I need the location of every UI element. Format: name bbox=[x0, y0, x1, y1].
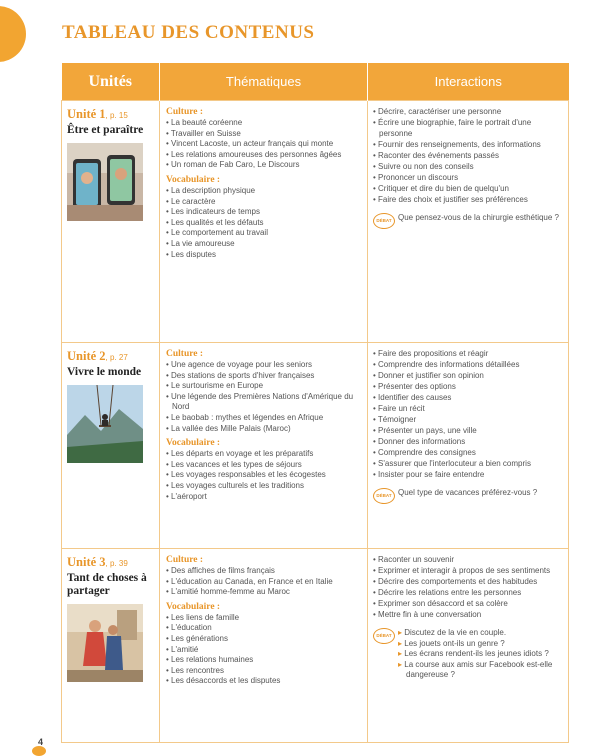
unit-page-ref: , p. 27 bbox=[105, 353, 128, 362]
interaction-item: • Décrire des comportements et des habitudes bbox=[373, 576, 564, 587]
debate-question: Quel type de vacances préférez-vous ? bbox=[398, 488, 538, 497]
interaction-item: • Critiquer et dire du bien de quelqu'un bbox=[373, 183, 564, 194]
interaction-item: • Témoigner bbox=[373, 414, 564, 425]
debate-block bbox=[373, 488, 564, 504]
vocabulary-item: • Les voyages culturels et les traditions bbox=[166, 481, 363, 492]
themes-cell bbox=[160, 101, 368, 343]
vocabulary-item: • Le caractère bbox=[166, 197, 363, 208]
interaction-item: • Donner et justifier son opinion bbox=[373, 370, 564, 381]
vocabulary-item: • La description physique bbox=[166, 186, 363, 197]
interaction-item: • Faire un récit bbox=[373, 403, 564, 414]
themes-cell bbox=[160, 343, 368, 549]
vocabulary-heading: Vocabulaire : bbox=[166, 601, 221, 612]
interaction-item: • Comprendre des informations détaillées bbox=[373, 359, 564, 370]
contents-table bbox=[61, 63, 569, 743]
unit-label: Unité 3 bbox=[67, 555, 106, 569]
unit-page-ref: , p. 39 bbox=[105, 559, 128, 568]
interaction-item: • Présenter un pays, une ville bbox=[373, 425, 564, 436]
vocabulary-list bbox=[166, 449, 363, 502]
debate-question: ▸ La course aux amis sur Facebook est-elle dangereuse ? bbox=[398, 660, 564, 681]
culture-list bbox=[166, 360, 363, 434]
culture-item: • Des affiches de films français bbox=[166, 566, 363, 577]
culture-heading: Culture : bbox=[166, 555, 204, 565]
page-number: 4 bbox=[38, 737, 44, 747]
culture-item: • L'amitié homme-femme au Maroc bbox=[166, 587, 363, 598]
debate-question: Que pensez-vous de la chirurgie esthétique ? bbox=[398, 213, 559, 222]
themes-cell bbox=[160, 549, 368, 743]
interactions-list bbox=[373, 348, 564, 480]
unit-row bbox=[62, 343, 569, 549]
debate-question: ▸ Les écrans rendent-ils les jeunes idiots ? bbox=[398, 649, 564, 660]
vocabulary-item: • Les départs en voyage et les préparatifs bbox=[166, 449, 363, 460]
unit-heading[interactable] bbox=[67, 555, 154, 571]
vocabulary-heading: Vocabulaire : bbox=[166, 438, 221, 449]
interaction-item: • Insister pour se faire entendre bbox=[373, 469, 564, 480]
vocabulary-list bbox=[166, 186, 363, 260]
vocabulary-item: • La vie amoureuse bbox=[166, 239, 363, 250]
culture-item: • Le surtourisme en Europe bbox=[166, 381, 363, 392]
vocabulary-item: • L'aéroport bbox=[166, 492, 363, 503]
interaction-item: • Décrire les relations entre les personnes bbox=[373, 587, 564, 598]
interactions-cell bbox=[368, 101, 569, 343]
unit-row bbox=[62, 101, 569, 343]
interaction-item: • Faire des propositions et réagir bbox=[373, 348, 564, 359]
interaction-item: • Raconter des événements passés bbox=[373, 150, 564, 161]
table-header-row bbox=[62, 63, 569, 101]
interaction-item: • Prononcer un discours bbox=[373, 172, 564, 183]
interaction-item: • Raconter un souvenir bbox=[373, 554, 564, 565]
interactions-cell bbox=[368, 343, 569, 549]
vocabulary-item: • Les rencontres bbox=[166, 666, 363, 677]
interaction-item: • Exprimer et interagir à propos de ses sentiments bbox=[373, 565, 564, 576]
vocabulary-item: • Les vacances et les types de séjours bbox=[166, 460, 363, 471]
header-themes: Thématiques bbox=[160, 63, 368, 101]
vocabulary-item: • Les désaccords et les disputes bbox=[166, 676, 363, 687]
vocabulary-item: • Les relations humaines bbox=[166, 655, 363, 666]
culture-item: • La beauté coréenne bbox=[166, 118, 363, 129]
vocabulary-item: • Les voyages responsables et les écogestes bbox=[166, 470, 363, 481]
interaction-item: • Identifier des causes bbox=[373, 392, 564, 403]
culture-item: • Les relations amoureuses des personnes âgées bbox=[166, 150, 363, 161]
chapter-tab-decoration bbox=[0, 6, 26, 62]
couple-phone-photo bbox=[67, 143, 143, 221]
interaction-item: • S'assurer que l'interlocuteur a bien compris bbox=[373, 458, 564, 469]
culture-heading: Culture : bbox=[166, 349, 204, 359]
vocabulary-item: • Les générations bbox=[166, 634, 363, 645]
unit-heading[interactable] bbox=[67, 107, 154, 123]
interactions-cell bbox=[368, 549, 569, 743]
culture-item: • Le baobab : mythes et légendes en Afrique bbox=[166, 413, 363, 424]
unit-title: Vivre le monde bbox=[67, 366, 142, 378]
swing-mountain-photo bbox=[67, 385, 143, 463]
interactions-list bbox=[373, 106, 564, 205]
vocabulary-item: • Les liens de famille bbox=[166, 613, 363, 624]
interaction-item: • Mettre fin à une conversation bbox=[373, 609, 564, 620]
vocabulary-item: • L'éducation bbox=[166, 623, 363, 634]
interaction-item: • Comprendre des consignes bbox=[373, 447, 564, 458]
vocabulary-list bbox=[166, 613, 363, 687]
culture-item: • Travailler en Suisse bbox=[166, 129, 363, 140]
header-interactions: Interactions bbox=[368, 63, 569, 101]
culture-heading: Culture : bbox=[166, 107, 204, 117]
unit-heading[interactable] bbox=[67, 349, 154, 365]
page-title: TABLEAU DES CONTENUS bbox=[62, 22, 315, 43]
debate-block bbox=[373, 628, 564, 681]
debate-questions bbox=[398, 628, 564, 681]
vocabulary-item: • L'amitié bbox=[166, 645, 363, 656]
vocabulary-item: • Les indicateurs de temps bbox=[166, 207, 363, 218]
unit-cell bbox=[62, 343, 160, 549]
interaction-item: • Présenter des options bbox=[373, 381, 564, 392]
debate-block bbox=[373, 213, 564, 229]
interaction-item: • Écrire une biographie, faire le portrait d'une personne bbox=[373, 117, 564, 139]
culture-item: • Un roman de Fab Caro, Le Discours bbox=[166, 160, 363, 171]
vocabulary-item: • Les disputes bbox=[166, 250, 363, 261]
debate-question: ▸ Discutez de la vie en couple. bbox=[398, 628, 564, 639]
unit-label: Unité 2 bbox=[67, 349, 106, 363]
unit-cell bbox=[62, 549, 160, 743]
unit-cell bbox=[62, 101, 160, 343]
unit-page-ref: , p. 15 bbox=[105, 111, 128, 120]
culture-list bbox=[166, 566, 363, 598]
interaction-item: • Suivre ou non des conseils bbox=[373, 161, 564, 172]
debate-badge-icon: DÉBAT bbox=[373, 213, 395, 229]
page-number-decoration bbox=[32, 746, 46, 756]
debate-badge-icon: DÉBAT bbox=[373, 628, 395, 644]
vocabulary-item: • Les qualités et les défauts bbox=[166, 218, 363, 229]
interaction-item: • Fournir des renseignements, des informations bbox=[373, 139, 564, 150]
interaction-item: • Donner des informations bbox=[373, 436, 564, 447]
unit-title: Être et paraître bbox=[67, 124, 144, 136]
header-units: Unités bbox=[62, 63, 160, 101]
unit-row bbox=[62, 549, 569, 743]
vocabulary-item: • Le comportement au travail bbox=[166, 228, 363, 239]
unit-label: Unité 1 bbox=[67, 107, 106, 121]
unit-title: Tant de choses à partager bbox=[67, 572, 147, 597]
debate-badge-icon: DÉBAT bbox=[373, 488, 395, 504]
vocabulary-heading: Vocabulaire : bbox=[166, 174, 221, 185]
interaction-item: • Exprimer son désaccord et sa colère bbox=[373, 598, 564, 609]
culture-item: • Une légende des Premières Nations d'Amérique du Nord bbox=[166, 392, 363, 413]
culture-item: • L'éducation au Canada, en France et en Italie bbox=[166, 577, 363, 588]
culture-list bbox=[166, 118, 363, 171]
culture-item: • Vincent Lacoste, un acteur français qui monte bbox=[166, 139, 363, 150]
interactions-list bbox=[373, 554, 564, 620]
culture-item: • Une agence de voyage pour les seniors bbox=[166, 360, 363, 371]
culture-item: • Des stations de sports d'hiver françaises bbox=[166, 371, 363, 382]
interaction-item: • Faire des choix et justifier ses préférences bbox=[373, 194, 564, 205]
couple-street-photo bbox=[67, 604, 143, 682]
culture-item: • La vallée des Mille Palais (Maroc) bbox=[166, 424, 363, 435]
interaction-item: • Décrire, caractériser une personne bbox=[373, 106, 564, 117]
debate-question: ▸ Les jouets ont-ils un genre ? bbox=[398, 639, 564, 650]
